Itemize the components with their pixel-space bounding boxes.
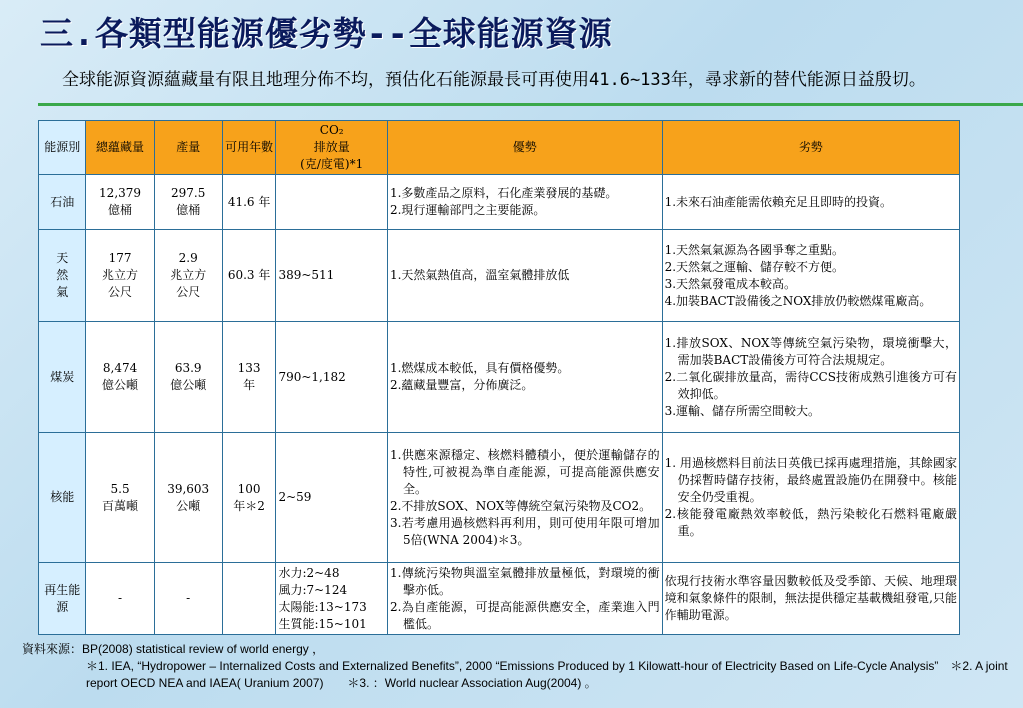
- row-production: 63.9 億公噸: [154, 322, 222, 433]
- list-item: 1.燃煤成本較低，具有價格優勢。: [389, 361, 570, 375]
- row-reserve: 12,379 億桶: [86, 175, 154, 230]
- header-cons: 劣勢: [662, 121, 959, 175]
- list-item: 3.若考慮用過核燃料再利用，則可使用年限可增加5倍(WNA 2004)＊3。: [389, 515, 660, 547]
- row-production: 2.9 兆立方 公尺: [154, 230, 222, 322]
- row-type: 石油: [39, 175, 86, 230]
- source-line-2: ＊1. IEA, “Hydropower – Internalized Costs and Externalized Benefits”, 2000 “Emissions Produced by 1 Kilowatt-hour of Electricity Based on Life-Cycle Analysis” ＊2. A joint report OECD NEA and IAEA( Uranium 2007) ＊3. ：World nuclear Association Aug(2004) 。: [86, 659, 1008, 690]
- header-co2-bot: (克/度電)*1: [300, 157, 364, 171]
- table-row-nuclear: [39, 433, 960, 563]
- list-item: 4.加裝BACT設備後之NOX排放仍較燃煤電廠高。: [664, 293, 932, 308]
- header-energy-type: 能源別: [39, 121, 86, 175]
- header-reserve: 總蘊藏量: [86, 121, 154, 175]
- header-production: 產量: [154, 121, 222, 175]
- list-item: 1.天然氣熱值高，溫室氣體排放低: [389, 268, 570, 282]
- row-cons: [662, 230, 959, 322]
- row-co2: 389~511: [276, 230, 388, 322]
- header-pros: 優勢: [387, 121, 662, 175]
- row-cons: [662, 175, 959, 230]
- row-reserve: 8,474 億公噸: [86, 322, 154, 433]
- list-item: 2.不排放SOX、NOX等傳統空氣污染物及CO2。: [389, 498, 652, 513]
- row-cons: 依現行技術水準容量因數較低及受季節、天候、地理環境和氣象條件的限制，無法提供穩定基載機組發電,只能作輔助電源。: [662, 563, 959, 635]
- list-item: 2.二氧化碳排放量高，需待CCS技術成熟引進後方可有效抑低。: [664, 369, 957, 401]
- source-line-1: 資料來源：BP(2008) statistical review of world energy ，: [22, 642, 325, 656]
- row-production: -: [154, 563, 222, 635]
- row-production: 39,603 公噸: [154, 433, 222, 563]
- list-item: 3.天然氣發電成本較高。: [664, 276, 797, 291]
- row-co2: 2~59: [276, 433, 388, 563]
- list-item: 1.供應來源穩定、核燃料體積小，便於運輸儲存的特性,可被視為準自產能源，可提高能源供應安全。: [389, 447, 660, 496]
- row-pros: [387, 230, 662, 322]
- row-reserve: 5.5 百萬噸: [86, 433, 154, 563]
- row-type: 再生能 源: [39, 563, 86, 635]
- co2-solar: 太陽能:13~173: [278, 599, 367, 614]
- table-row-gas: [39, 230, 960, 322]
- header-co2-top: CO₂: [319, 123, 344, 137]
- row-type: 天 然 氣: [39, 230, 86, 322]
- list-item: 2.蘊藏量豐富，分佈廣泛。: [389, 378, 534, 392]
- row-years: 41.6 年: [222, 175, 276, 230]
- header-co2-mid: 排放量: [313, 140, 350, 154]
- row-type: 核能: [39, 433, 86, 563]
- table-header-row: [39, 121, 960, 175]
- list-item: 1.排放SOX、NOX等傳統空氣污染物，環境衝擊大，需加裝BACT設備後方可符合法規規定。: [664, 335, 957, 367]
- row-pros: [387, 322, 662, 433]
- list-item: 2.為自產能源，可提高能源供應安全，產業進入門檻低。: [389, 599, 660, 631]
- list-item: 2.現行運輸部門之主要能源。: [389, 203, 546, 217]
- list-item: 1.未來石油產能需依賴充足且即時的投資。: [664, 194, 893, 209]
- co2-biomass: 生質能:15~101: [278, 616, 367, 631]
- row-co2: [276, 175, 388, 230]
- list-item: 1.天然氣氣源為各國爭奪之重點。: [664, 242, 845, 257]
- list-item: 1.多數產品之原料，石化產業發展的基礎。: [389, 186, 618, 200]
- list-item: 2.天然氣之運輸、儲存較不方便。: [664, 259, 845, 274]
- row-reserve: -: [86, 563, 154, 635]
- row-pros: [387, 433, 662, 563]
- co2-hydro: 水力:2~48: [278, 565, 340, 580]
- row-pros: [387, 563, 662, 635]
- row-years: 133 年: [222, 322, 276, 433]
- row-pros: [387, 175, 662, 230]
- row-co2: [276, 563, 388, 635]
- row-years: 100 年＊2: [222, 433, 276, 563]
- table-row-coal: [39, 322, 960, 433]
- row-years: 60.3 年: [222, 230, 276, 322]
- page-subtitle: 全球能源資源蘊藏量有限且地理分佈不均，預估化石能源最長可再使用41.6~133年，尋求新的替代能源日益殷切。: [62, 70, 926, 90]
- row-type: 煤炭: [39, 322, 86, 433]
- row-years: [222, 563, 276, 635]
- table-row-oil: [39, 175, 960, 230]
- header-years: 可用年數: [222, 121, 276, 175]
- row-cons: [662, 322, 959, 433]
- list-item: 2.核能發電廠熱效率較低，熱污染較化石燃料電廠嚴重。: [664, 507, 957, 538]
- list-item: 3.運輸、儲存所需空間較大。: [664, 403, 821, 418]
- list-item: 1.傳統污染物與溫室氣體排放量極低，對環境的衝擊亦低。: [389, 565, 660, 597]
- row-co2: 790~1,182: [276, 322, 388, 433]
- list-item: 1. 用過核燃料目前法日英俄已採再處理措施，其餘國家仍採暫時儲存技術，最終處置設施仍在開發中。核能安全仍受重視。: [664, 456, 957, 504]
- row-cons: [662, 433, 959, 563]
- title-underline: [38, 103, 1023, 106]
- page-title: 三.各類型能源優劣勢--全球能源資源: [40, 14, 613, 53]
- row-production: 297.5 億桶: [154, 175, 222, 230]
- row-reserve: 177 兆立方 公尺: [86, 230, 154, 322]
- header-co2: [276, 121, 388, 175]
- table-row-renewable: [39, 563, 960, 635]
- source-notes: [22, 641, 1012, 692]
- energy-comparison-table: [38, 120, 960, 635]
- co2-wind: 風力:7~124: [278, 582, 348, 597]
